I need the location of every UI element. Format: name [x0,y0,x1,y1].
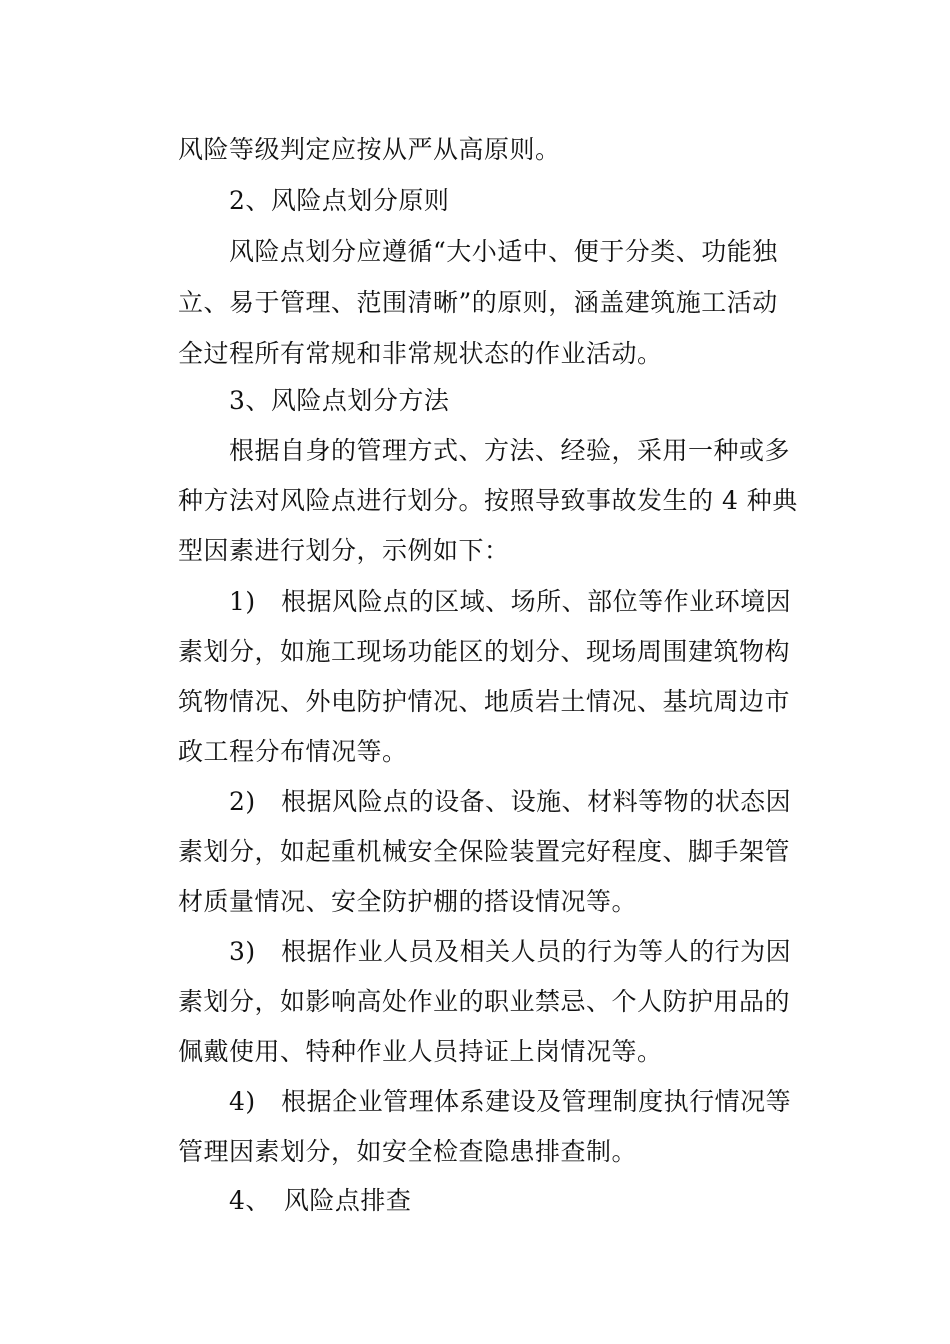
text-line: 种方法对风险点进行划分。按照导致事故发生的 4 种典 [178,486,798,515]
text-line: 立、易于管理、范围清晰”的原则，涵盖建筑施工活动 [178,288,778,317]
section-heading: 3、风险点划分方法 [229,386,450,415]
text-line: 佩戴使用、特种作业人员持证上岗情况等。 [178,1037,663,1066]
text-line: 材质量情况、安全防护棚的搭设情况等。 [178,887,638,916]
list-item: 2) 根据风险点的设备、设施、材料等物的状态因 [229,787,792,816]
text-line: 筑物情况、外电防护情况、地质岩土情况、基坑周边市 [178,687,791,716]
text-line: 风险点划分应遵循“大小适中、便于分类、功能独 [229,237,778,266]
text-line: 政工程分布情况等。 [178,737,408,766]
list-item: 4) 根据企业管理体系建设及管理制度执行情况等 [229,1087,792,1116]
section-heading: 4、 风险点排查 [229,1186,412,1215]
text-line: 素划分，如施工现场功能区的划分、现场周围建筑物构 [178,637,791,666]
text-line: 风险等级判定应按从严从高原则。 [178,135,561,164]
list-item: 1) 根据风险点的区域、场所、部位等作业环境因 [229,587,792,616]
text-line: 全过程所有常规和非常规状态的作业活动。 [178,339,663,368]
text-line: 素划分，如起重机械安全保险装置完好程度、脚手架管 [178,837,791,866]
text-line: 素划分，如影响高处作业的职业禁忌、个人防护用品的 [178,987,791,1016]
section-heading: 2、风险点划分原则 [229,186,450,215]
text-line: 型因素进行划分，示例如下： [178,536,510,565]
list-item: 3) 根据作业人员及相关人员的行为等人的行为因 [229,937,792,966]
text-line: 管理因素划分，如安全检查隐患排查制。 [178,1137,638,1166]
text-line: 根据自身的管理方式、方法、经验，采用一种或多 [229,436,791,465]
